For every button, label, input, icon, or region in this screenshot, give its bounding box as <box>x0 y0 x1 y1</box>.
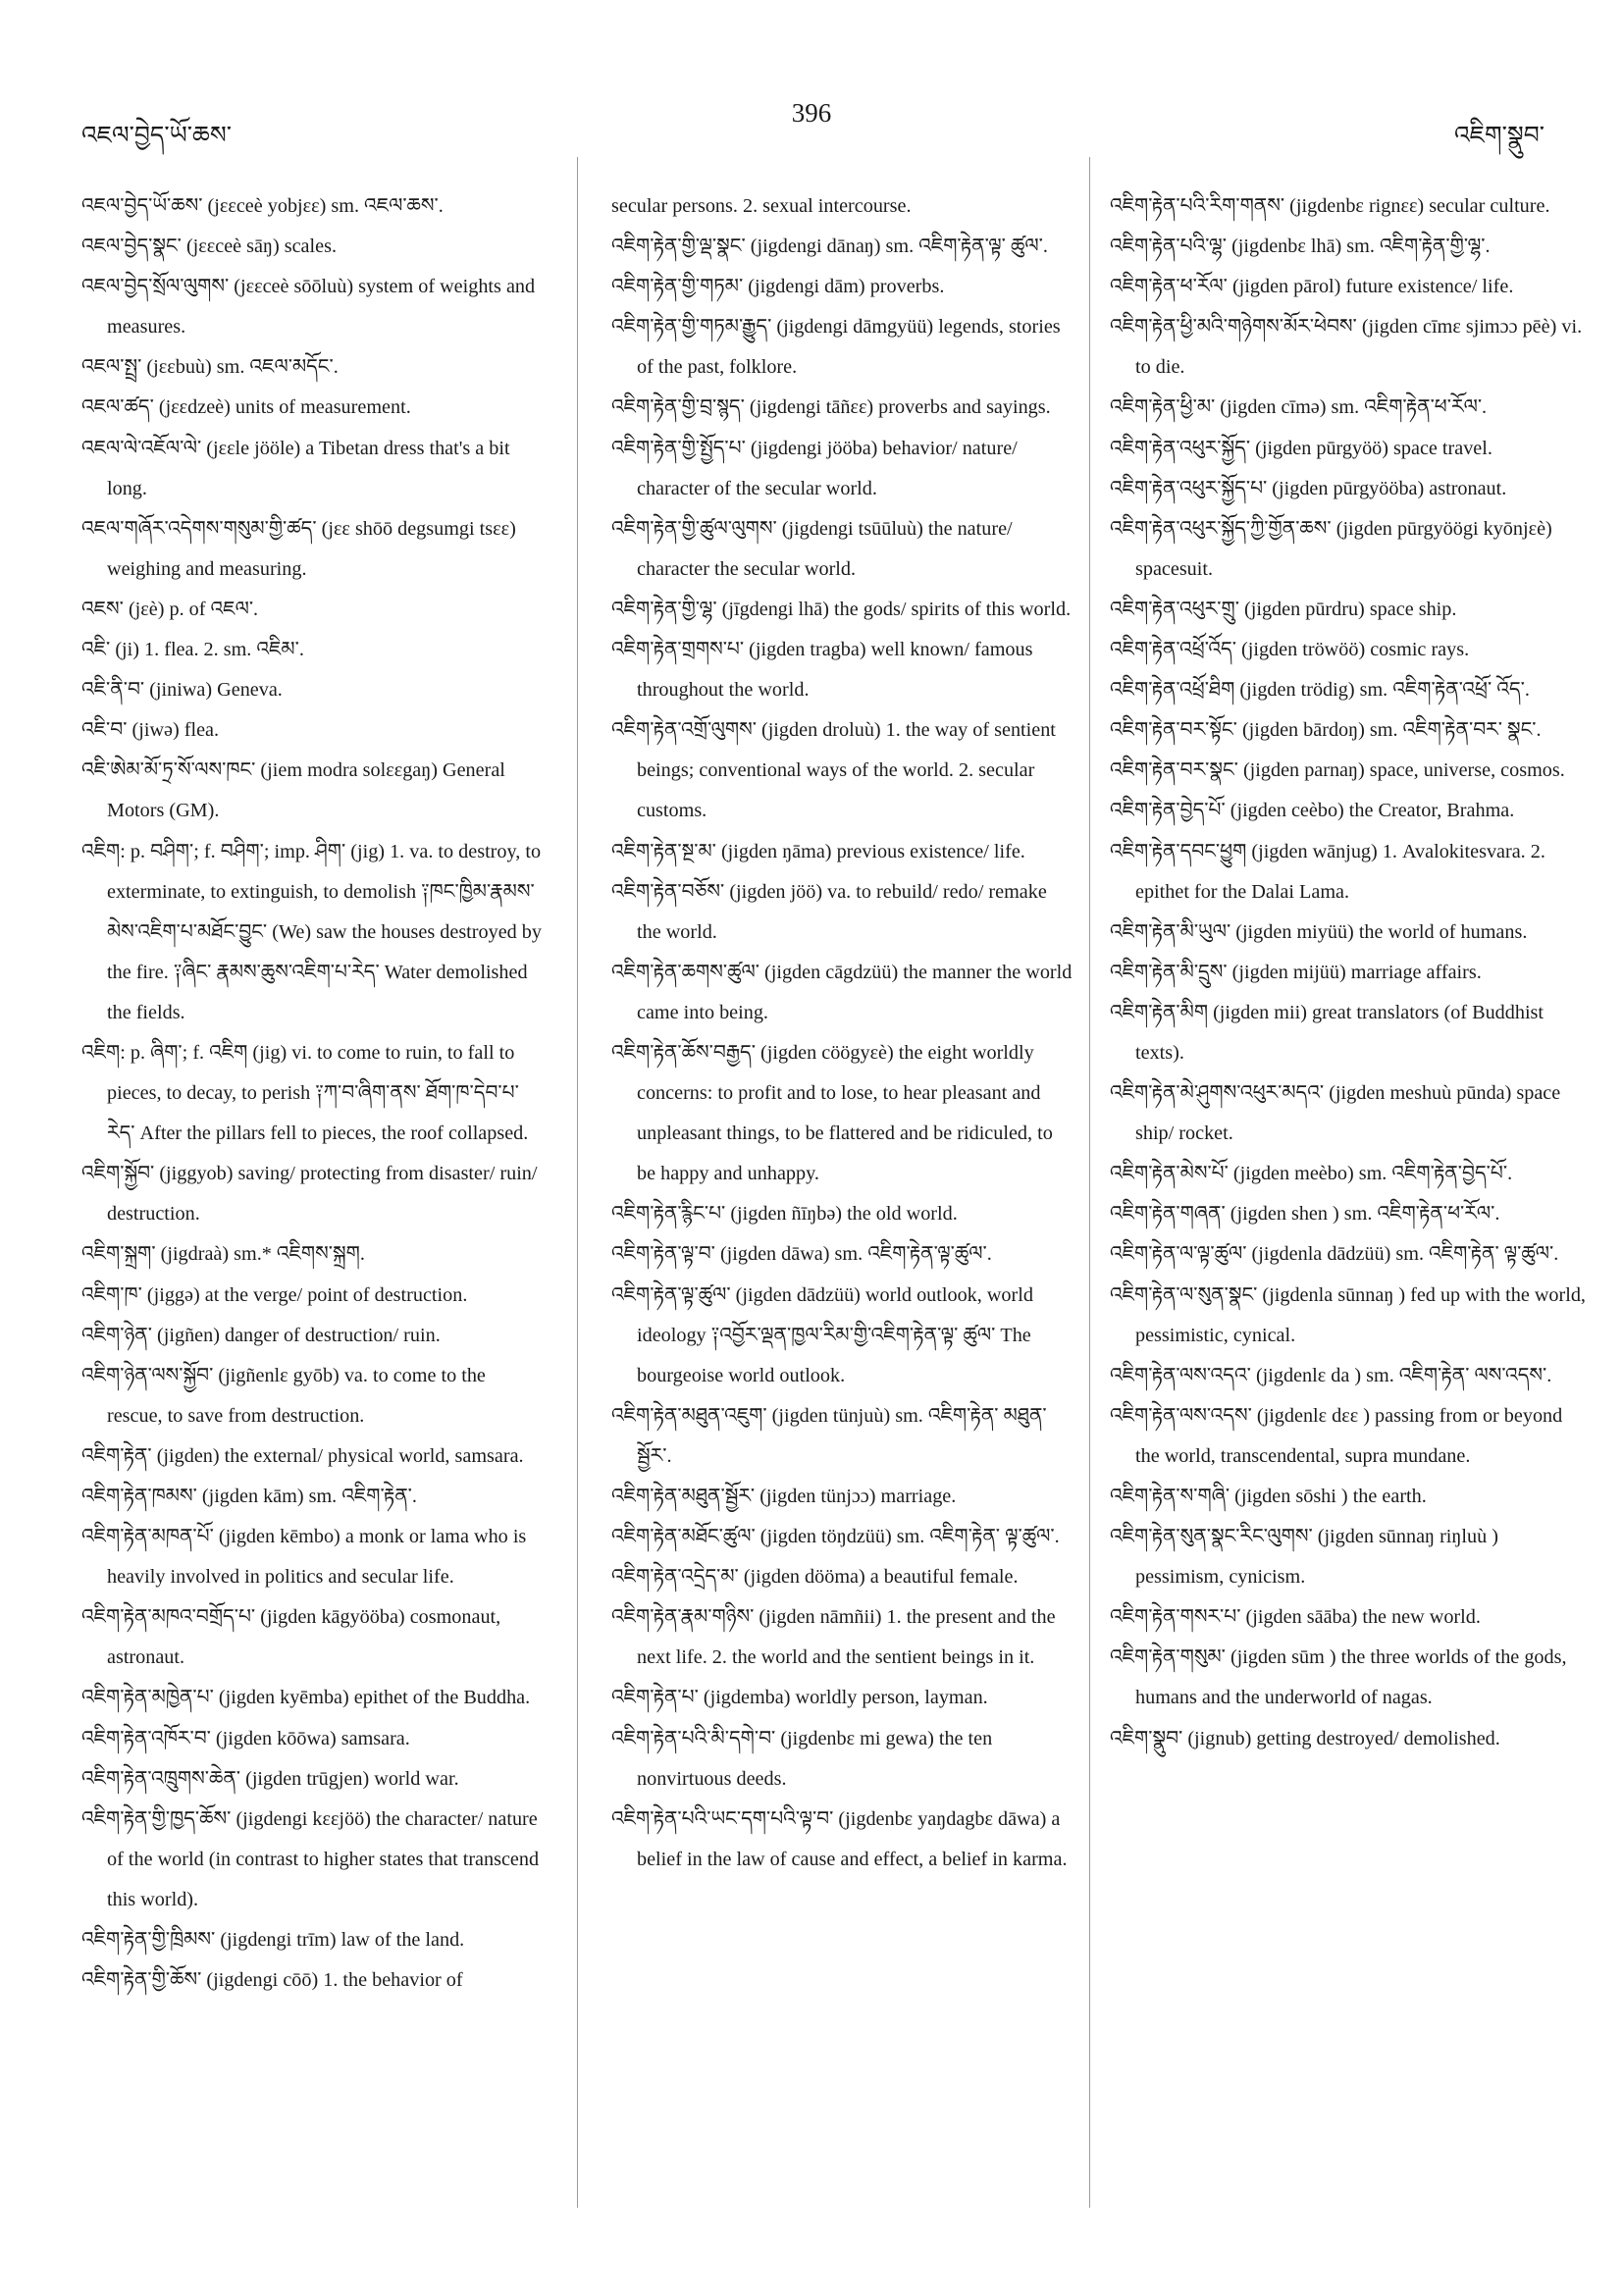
dictionary-entry: འཇིག་རྟེན་ཕ་རོལ་ (jigden pārol) future existence/ life. <box>1110 276 1514 298</box>
dictionary-entry: འཇིག་རྟེན་གྱི་ལྷ་ (jīgdengi lhā) the gods/ spirits of this world. <box>611 598 1072 620</box>
dictionary-entry: འཇིག་རྟེན་ལྟ་བ་ (jigden dāwa) sm. འཇིག་རྟེན་ལྟ་ཚུལ་. <box>611 1243 992 1266</box>
column-divider <box>577 157 578 2208</box>
dictionary-entry: འཇིག་ཉེན་ལས་སྐྱོབ་ (jigñenlɛ gyōb) va. to come to the rescue, to save from destruction. <box>81 1364 486 1427</box>
dictionary-entry: འཇིག་རྟེན་པའི་རིག་གནས་ (jigdenbɛ rignɛɛ) secular culture. <box>1110 195 1550 217</box>
dictionary-entry: འཇིག་རྟེན་ལ་སུན་སྣང་ (jigdenla sūnnaŋ ) fed up with the world, pessimistic, cynical. <box>1110 1283 1586 1346</box>
dictionary-entry: འཇིག་རྟེན་སུན་སྣང་རིང་ལུགས་ (jigden sūnnaŋ riŋluù ) pessimism, cynicism. <box>1110 1526 1498 1589</box>
dictionary-entry: secular persons. 2. sexual intercourse. <box>611 195 912 217</box>
dictionary-entry: འཇིག་རྟེན་ཆོས་བརྒྱད་ (jigden cöögyɛè) the eight worldly concerns: to profit and to lose, to hear pleasant and unpleasant things, to be flattered and be ridiculed, to be happy and unhappy. <box>611 1041 1053 1185</box>
dictionary-entry: འཇིག་རྟེན་བཅོས་ (jigden jöö) va. to rebuild/ redo/ remake the world. <box>611 880 1047 943</box>
dictionary-entry: འཇིག་རྟེན་ལས་འདས་ (jigdenlɛ dɛɛ ) passing from or beyond the world, transcendental, supra mundane. <box>1110 1404 1563 1467</box>
dictionary-entry: འཇིག་རྟེན་འཕྲོ་འོད་ (jigden tröwöö) cosmic rays. <box>1110 639 1470 661</box>
dictionary-entry: འཇིག་སྐྱོབ་ (jiggyob) saving/ protecting from disaster/ ruin/ destruction. <box>81 1163 538 1226</box>
dictionary-entry: འཇིག་སྐྲག་ (jigdraà) sm.* འཇིགས་སྐྲག. <box>81 1243 365 1266</box>
dictionary-entry: འཇིག: p. བཤིག་; f. བཤིག་; imp. ཤིག་ (jig) 1. va. to destroy, to exterminate, to extinguish, to demolish ༑ཁང་ཁྱིམ་རྣམས་མེས་འཇིག་པ་མཐོང་བྱུང་ (We) saw the houses destroyed by the fire. ༑ཞིང་ རྣམས་ཆུས་འཇིག་པ་རེད་ Water demolished the fields. <box>81 840 542 1023</box>
dictionary-entry: འཇིག་རྟེན་མཐོང་ཚུལ་ (jigden töŋdzüü) sm. འཇིག་རྟེན་ ལྟ་ཚུལ་. <box>611 1526 1060 1548</box>
dictionary-entry: འཇིག་རྟེན་མི་དྲུས་ (jigden mijüü) marriage affairs. <box>1110 961 1482 983</box>
dictionary-entry: འཇིག་རྟེན་དབང་ཕྱུག (jigden wānjug) 1. Avalokitesvara. 2. epithet for the Dalai Lama. <box>1110 840 1545 903</box>
dictionary-entry: འཇི་ (ji) 1. flea. 2. sm. འཇིམ་. <box>81 639 304 661</box>
dictionary-entry: འཇིག་རྟེན་འགྲོ་ལུགས་ (jigden droluù) 1. the way of sentient beings; conventional ways of the world. 2. secular customs. <box>611 719 1056 822</box>
dictionary-entry: འཇིག་རྟེན་གྱི་ལྡ་སྣང་ (jigdengi dānaŋ) sm. འཇིག་རྟེན་ལྟ་ ཚུལ་. <box>611 235 1048 258</box>
dictionary-entry: འཇིག་རྟེན་བར་སྟོང་ (jigden bārdoŋ) sm. འཇིག་རྟེན་བར་ སྣང་. <box>1110 719 1542 742</box>
dictionary-entry: འཇིག་རྟེན་འཁོར་བ་ (jigden kōōwa) samsara. <box>81 1727 410 1749</box>
dictionary-entry: འཇིག་རྟེན་ལ་ལྟ་ཚུལ་ (jigdenla dādzüü) sm. འཇིག་རྟེན་ ལྟ་ཚུལ་. <box>1110 1243 1559 1266</box>
dictionary-entry: འཇིག་རྟེན་མཐུན་འཇུག་ (jigden tünjuù) sm. འཇིག་རྟེན་ མཐུན་སྦྱོར་. <box>611 1404 1047 1467</box>
page-number: 396 <box>791 98 832 128</box>
dictionary-entry: འཇལ་བྱེད་ཡོ་ཆས་ (jɛɛceè yobjɛɛ) sm. འཇལ་ཆས་. <box>81 195 444 217</box>
dictionary-entry: འཇིག་རྟེན་གཞན་ (jigden shen ) sm. འཇིག་རྟེན་ཕ་རོལ་. <box>1110 1203 1500 1226</box>
dictionary-entry: འཇིག་རྟེན་ཆགས་ཚུལ་ (jigden cāgdzüü) the manner the world came into being. <box>611 961 1073 1023</box>
dictionary-entry: འཇིག་རྟེན་གྱི་ཆོས་ (jigdengi cōō) 1. the behavior of <box>81 1969 463 1992</box>
dictionary-entry: འཇིག་རྟེན་མཁྱེན་པ་ (jigden kyēmba) epithet of the Buddha. <box>81 1687 531 1709</box>
dictionary-entry: འཇིག་རྟེན་གྲགས་པ་ (jigden tragba) well known/ famous throughout the world. <box>611 639 1033 702</box>
dictionary-entry: འཇིག་རྟེན་གྱི་བྲ་སྙད་ (jigdengi tāñɛɛ) proverbs and sayings. <box>611 396 1051 419</box>
running-head-right: འཇིག་སྣུབ་ <box>1453 123 1544 149</box>
dictionary-entry: འཇལ་ཚད་ (jɛɛdzeè) units of measurement. <box>81 396 411 419</box>
dictionary-entry: འཇིག་རྟེན་འདྲེད་མ་ (jigden dööma) a beautiful female. <box>611 1566 1019 1589</box>
dictionary-entry: འཇིག་རྟེན་གྱི་སྤྱོད་པ་ (jigdengi jööba) behavior/ nature/ character of the secular world. <box>611 437 1018 499</box>
dictionary-entry: འཇིག་རྟེན་མཁའ་བགྲོད་པ་ (jigden kāgyööba) cosmonaut, astronaut. <box>81 1606 501 1669</box>
dictionary-entry: འཇིག་རྟེན་མཐུན་སྦྱོར་ (jigden tünjɔɔ) marriage. <box>611 1486 957 1507</box>
dictionary-entry: འཇིག་རྟེན་ལས་འདའ་ (jigdenlɛ da ) sm. འཇིག་རྟེན་ ལས་འདས་. <box>1110 1364 1552 1386</box>
dictionary-entry: འཇིག་རྟེན་རྙིང་པ་ (jigden ñīŋbə) the old world. <box>611 1203 958 1226</box>
dictionary-entry: འཇིག་རྟེན་འཕུར་སྐྱོད་ (jigden pūrgyöö) space travel. <box>1110 437 1492 459</box>
dictionary-entry: འཇིག་རྟེན་བར་སྣང་ (jigden parnaŋ) space, universe, cosmos. <box>1110 759 1565 782</box>
dictionary-entry: འཇིག་རྟེན་རྣམ་གཉིས་ (jigden nāmñii) 1. the present and the next life. 2. the world and the sentient beings in it. <box>611 1606 1056 1669</box>
dictionary-entry: འཇིག་རྟེན་མཁན་པོ་ (jigden kēmbo) a monk or lama who is heavily involved in politics and secular life. <box>81 1526 527 1589</box>
dictionary-entry: འཇིག་རྟེན་འཕུར་སྐྱོད་ཀྱི་གྱོན་ཆས་ (jigden pūrgyöögi kyōnjɛè) spacesuit. <box>1110 517 1552 580</box>
dictionary-entry: འཇལ་སྤྲ་ (jɛɛbuù) sm. འཇལ་མདོང་. <box>81 356 339 379</box>
dictionary-entry: འཇི་བ་ (jiwə) flea. <box>81 719 220 742</box>
dictionary-entry: འཇིག་རྟེན་ཕྱི་མའི་གཉེགས་མོར་ཕེབས་ (jigden cīmɛ sjimɔɔ pēè) vi. to die. <box>1110 316 1583 379</box>
dictionary-entry: འཇིག་རྟེན་ཁམས་ (jigden kām) sm. འཇིག་རྟེན་. <box>81 1486 417 1507</box>
dictionary-entry: འཇིག་རྟེན་གསུམ་ (jigden sūm ) the three worlds of the gods, humans and the underworld of nagas. <box>1110 1646 1567 1709</box>
dictionary-entry: འཇལ་བྱེད་སྲོལ་ལུགས་ (jɛɛceè sōōluù) system of weights and measures. <box>81 276 536 339</box>
dictionary-entry: འཇིག་རྟེན་གྱི་ཁྱད་ཆོས་ (jigdengi kɛɛjöö) the character/ nature of the world (in contrast to higher states that transcend this world). <box>81 1807 540 1910</box>
dictionary-entry: འཇིག་རྟེན་གྱི་ཁྲིམས་ (jigdengi trīm) law of the land. <box>81 1929 465 1952</box>
dictionary-entry: འཇིག་རྟེན་མེ་ཤུགས་འཕུར་མདའ་ (jigden meshuù pūnda) space ship/ rocket. <box>1110 1082 1561 1145</box>
dictionary-entry: འཇིག་རྟེན་བྱེད་པོ་ (jigden ceèbo) the Creator, Brahma. <box>1110 800 1515 822</box>
dictionary-entry: འཇིག་རྟེན་པ་ (jigdemba) worldly person, layman. <box>611 1687 988 1709</box>
dictionary-entry: འཇིག་རྟེན་ཕྱི་མ་ (jigden cīmə) sm. འཇིག་རྟེན་ཕ་རོལ་. <box>1110 396 1488 419</box>
dictionary-entry: འཇིག་རྟེན་པའི་ལྷ་ (jigdenbɛ lhā) sm. འཇིག་རྟེན་གྱི་ལྷ་. <box>1110 235 1491 258</box>
dictionary-entry: འཇལ་གཞོར་འདེགས་གསུམ་གྱི་ཚད་ (jɛɛ shōō degsumgi tsɛɛ) weighing and measuring. <box>81 517 516 580</box>
dictionary-entry: འཇིག་རྟེན་ (jigden) the external/ physical world, samsara. <box>81 1444 524 1467</box>
dictionary-entry: འཇིག་རྟེན་འཕྲོ་ཐིག (jigden trödig) sm. འཇིག་རྟེན་འཕྲོ་ འོད་. <box>1110 679 1530 702</box>
dictionary-entry: འཇིག་རྟེན་པའི་ཡང་དག་པའི་ལྟ་བ་ (jigdenbɛ yaŋdagbɛ dāwa) a belief in the law of cause and effect, a belief in karma. <box>611 1807 1068 1870</box>
dictionary-entry: འཇིག་རྟེན་ས་གཞི་ (jigden sōshi ) the earth. <box>1110 1486 1427 1507</box>
dictionary-entry: འཇས་ (jɛè) p. of འཇལ་. <box>81 598 259 620</box>
dictionary-column-2 <box>611 186 1073 1880</box>
dictionary-entry: འཇིག་རྟེན་གྱི་གཏམ་རྒྱུད་ (jigdengi dāmgyüü) legends, stories of the past, folklore. <box>611 316 1061 379</box>
dictionary-entry: འཇིག་རྟེན་མི་ཡུལ་ (jigden miyüü) the world of humans. <box>1110 920 1528 943</box>
dictionary-entry: འཇིག་རྟེན་འཁྲུགས་ཆེན་ (jigden trūgjen) world war. <box>81 1767 459 1790</box>
dictionary-entry: འཇིག་རྟེན་མིག (jigden mii) great translators (of Buddhist texts). <box>1110 1001 1544 1064</box>
dictionary-entry: འཇི་ནི་བ་ (jiniwa) Geneva. <box>81 679 283 702</box>
dictionary-column-1 <box>81 186 543 2001</box>
dictionary-entry: འཇིག་རྟེན་གྱི་ཚུལ་ལུགས་ (jigdengi tsūūluù) the nature/ character the secular world. <box>611 517 1013 580</box>
dictionary-entry: འཇིག་ཁ་ (jiggə) at the verge/ point of destruction. <box>81 1283 468 1306</box>
dictionary-entry: འཇལ་བྱེད་སྣང་ (jɛɛceè sāŋ) scales. <box>81 235 337 258</box>
dictionary-entry: འཇིག་རྟེན་མེས་པོ་ (jigden meèbo) sm. འཇིག་རྟེན་བྱེད་པོ་. <box>1110 1163 1513 1185</box>
dictionary-entry: འཇིག་སྣུབ་ (jignub) getting destroyed/ demolished. <box>1110 1727 1500 1749</box>
dictionary-entry: འཇིག་རྟེན་པའི་མི་དགེ་བ་ (jigdenbɛ mi gewa) the ten nonvirtuous deeds. <box>611 1727 993 1790</box>
dictionary-entry: འཇིག་རྟེན་གསར་པ་ (jigden sāāba) the new world. <box>1110 1606 1481 1629</box>
dictionary-entry: འཇིག་རྟེན་སྔ་མ་ (jigden ŋāma) previous existence/ life. <box>611 840 1025 862</box>
dictionary-entry: འཇིག: p. ཞིག་; f. འཇིག (jig) vi. to come to ruin, to fall to pieces, to decay, to perish ༑ཀ་བ་ཞིག་ནས་ ཐོག་ཁ་དེབ་པ་རེད་ After the pillars fell to pieces, the roof collapsed. <box>81 1041 529 1145</box>
dictionary-entry: འཇི་ཨེམ་མོ་ཏྲ་སོ་ལས་ཁང་ (jiem modra solɛɛgaŋ) General Motors (GM). <box>81 759 505 822</box>
dictionary-entry: འཇིག་རྟེན་འཕུར་གྲུ་ (jigden pūrdru) space ship. <box>1110 598 1457 620</box>
dictionary-column-3 <box>1110 186 1591 1759</box>
column-divider <box>1089 157 1090 2208</box>
dictionary-entry: འཇིག་རྟེན་འཕུར་སྐྱོད་པ་ (jigden pūrgyööba) astronaut. <box>1110 477 1507 499</box>
dictionary-entry: འཇིག་རྟེན་གྱི་གཏམ་ (jigdengi dām) proverbs. <box>611 276 945 298</box>
dictionary-entry: འཇལ་ལེ་འཇོལ་ལེ་ (jɛɛle jööle) a Tibetan dress that's a bit long. <box>81 437 510 499</box>
running-head-left: འཇལ་བྱེད་ཡོ་ཆས་ <box>81 123 232 149</box>
dictionary-entry: འཇིག་ཉེན་ (jigñen) danger of destruction/ ruin. <box>81 1324 441 1346</box>
dictionary-entry: འཇིག་རྟེན་ལྟ་ཚུལ་ (jigden dādzüü) world outlook, world ideology ༑འབྱོར་ལྡན་ཁྱལ་རིམ་གྱི་འཇིག་རྟེན་ལྟ་ ཚུལ་ The bourgeoise world outlook. <box>611 1283 1033 1386</box>
